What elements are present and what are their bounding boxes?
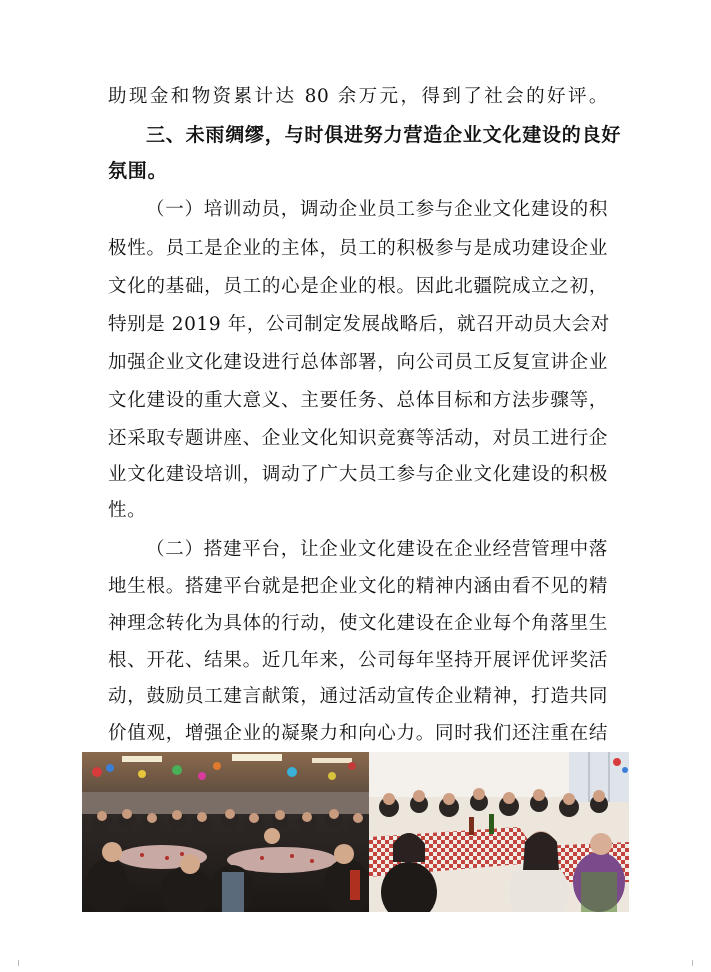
subsection-heading-1: （一）培训动员，调动企业员工参与企业文化建设的积 <box>146 199 608 220</box>
paragraph-line: 特别是 2019 年，公司制定发展战略后，就召开动员大会对 <box>108 314 610 335</box>
paragraph-line: 价值观，增强企业的凝聚力和向心力。同时我们还注重在结 <box>108 723 608 744</box>
paragraph-line: 助现金和物资累计达 80 余万元，得到了社会的好评。 <box>108 86 608 107</box>
paragraph-line: 文化建设的重大意义、主要任务、总体目标和方法步骤等， <box>108 390 608 411</box>
paragraph-line: 极性。员工是企业的主体，员工的积极参与是成功建设企业 <box>108 238 608 259</box>
paragraph-line: 文化的基础，员工的心是企业的根。因此北疆院成立之初， <box>108 276 608 297</box>
paragraph-line: 业文化建设培训，调动了广大员工参与企业文化建设的积极 <box>108 464 608 485</box>
paragraph-line: 还采取专题讲座、企业文化知识竞赛等活动，对员工进行企 <box>108 428 608 449</box>
section-heading-cont: 氛围。 <box>108 160 168 182</box>
paragraph-line: 神理念转化为具体的行动，使文化建设在企业每个角落里生 <box>108 613 608 634</box>
paragraph-line: 动，鼓励员工建言献策，通过活动宣传企业精神，打造共同 <box>108 686 608 707</box>
corner-mark <box>18 960 25 966</box>
event-photo-left <box>82 752 369 912</box>
paragraph-line: 加强企业文化建设进行总体部署，向公司员工反复宣讲企业 <box>108 352 608 373</box>
paragraph-line: 根、开花、结果。近几年来，公司每年坚持开展评优评奖活 <box>108 650 608 671</box>
subsection-heading-2: （二）搭建平台，让企业文化建设在企业经营管理中落 <box>146 539 608 560</box>
paragraph-line: 性。 <box>108 500 147 521</box>
paragraph-line: 地生根。搭建平台就是把企业文化的精神内涵由看不见的精 <box>108 576 608 597</box>
corner-mark <box>686 960 693 966</box>
section-heading: 三、未雨绸缪，与时俱进努力营造企业文化建设的良好 <box>146 124 622 146</box>
event-photo-right <box>369 752 629 912</box>
